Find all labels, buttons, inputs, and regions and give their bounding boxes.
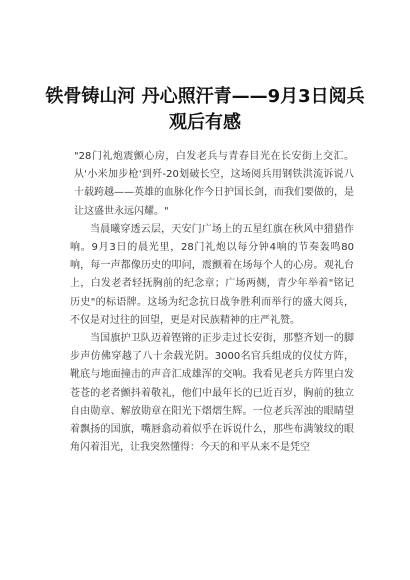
body-paragraph-1: 当晨曦穿透云层，天安门广场上的五星红旗在秋风中猎猎作响。9月3日的晨光里，28门礼炮以每分钟4响的节奏轰鸣80响，每一声都像历史的叩问，震颤着在场每个人的心房。观礼台上，白发老者轻抚胸前的纪念章；广场两侧，青少年举着"铭记历史"的标语牌。这场为纪念抗日战争胜利而举行的盛大阅兵，不仅是对过往的回望，更是对民族精神的庄严礼赞。 — [70, 223, 354, 326]
body-paragraph-2: 当国旗护卫队迈着铿锵的正步走过长安街，那整齐划一的脚步声仿佛穿越了八十余载光阴。3000名官兵组成的仪仗方阵，靴底与地面撞击的声音汇成雄浑的交响。我看见老兵方阵里白发苍苍的老者颤抖着敬礼，他们中最年长的已近百岁，胸前的独立自由勋章、解放勋章在阳光下熠熠生辉。一位老兵浑浊的眼睛望着飘扬的国旗，嘴唇翕动着似乎在诉说什么，那些布满皱纹的眼角闪着泪光，让我突然懂得：今天的和平从来不是凭空 — [70, 333, 354, 454]
document-body — [70, 148, 354, 457]
document-title: 铁骨铸山河 丹心照汗青——9月3日阅兵观后有感 — [45, 86, 365, 133]
intro-quote-paragraph: "28门礼炮震颤心房，白发老兵与青春目光在长安街上交汇。从'小米加步枪'到歼-20划破长空，这场阅兵用钢铁洪流诉说八十载跨越——英雄的血脉化作今日护国长剑，而我们要做的，是让这盛世永远闪耀。" — [74, 151, 354, 217]
